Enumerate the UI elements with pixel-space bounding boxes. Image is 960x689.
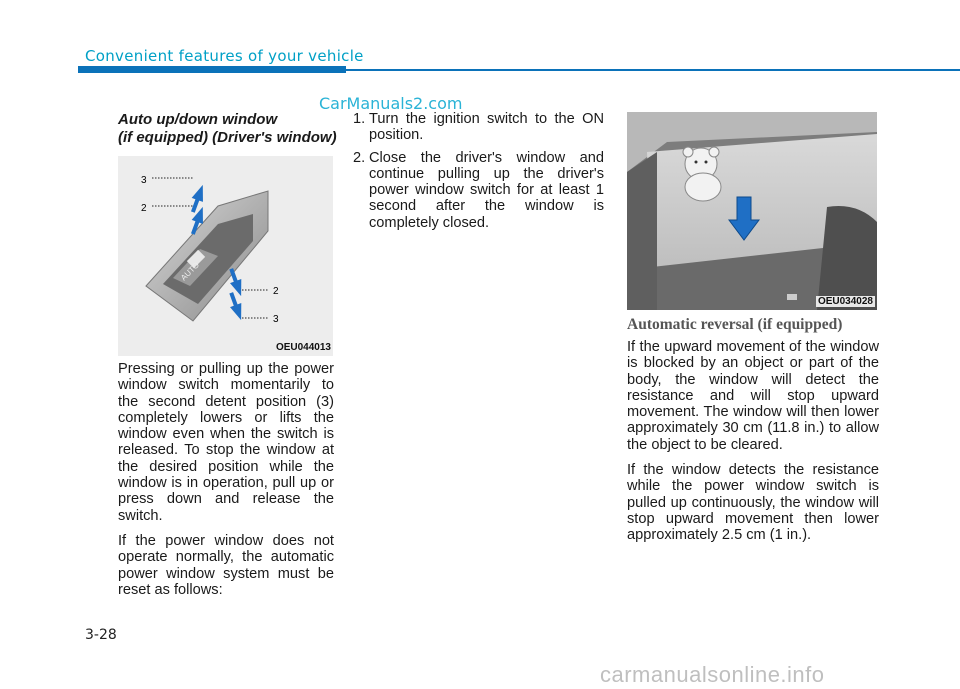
figure-code-right: OEU034028 (817, 296, 873, 307)
watermark-bottom: carmanualsonline.info (600, 662, 825, 687)
right-body (627, 339, 879, 553)
label-up-3: 3 (141, 175, 147, 186)
left-paragraph-1: Pressing or pulling up the power window switch momentarily to the second detent position (3) completely lowers or lifts the window even when the switch is released. To stop the window at the desired position while the window is in operation, pull up or press down and release the switch. (118, 361, 334, 524)
window-switch-figure (118, 156, 333, 356)
reset-steps-list (353, 111, 604, 237)
label-down-2: 2 (273, 286, 279, 297)
label-down-3: 3 (273, 314, 279, 325)
section-header-title: Convenient features of your vehicle (85, 47, 364, 65)
arrow-up-3-icon (187, 183, 208, 214)
list-item (353, 111, 604, 144)
section-title-line2: (if equipped) (Driver's window) (118, 129, 337, 146)
car-window-illustration (627, 112, 877, 310)
arrow-down-3-icon (226, 291, 247, 322)
watermark-top: CarManuals2.com (319, 94, 463, 113)
right-paragraph-2: If the window detects the resistance while the power window switch is pulled up continuously, the window will stop upward movement then lower approximately 2.5 cm (1 in.). (627, 462, 879, 544)
section-title (118, 111, 348, 147)
window-reversal-figure (627, 112, 877, 310)
step-text: Turn the ignition switch to the ON position. (369, 111, 604, 144)
subsection-title: Automatic reversal (if equipped) (627, 316, 843, 333)
label-up-2: 2 (141, 203, 147, 214)
left-body (118, 361, 334, 607)
step-number: 1. (353, 111, 366, 127)
step-number: 2. (353, 149, 366, 166)
figure-code-left: OEU044013 (275, 342, 331, 353)
page-number: 3-28 (85, 627, 117, 643)
window-switch-illustration (118, 156, 333, 356)
list-item (353, 150, 604, 231)
header-bar (78, 66, 346, 73)
left-paragraph-2: If the power window does not operate normally, the automatic power window system must be reset as follows: (118, 532, 334, 598)
right-paragraph-1: If the upward movement of the window is blocked by an object or part of the body, the window will detect the resistance and will stop upward movement. The window will then lower approximately 30 cm (11.8 in.) to allow the object to be cleared. (627, 339, 879, 453)
auto-label: AUTO (179, 260, 202, 283)
section-title-line1: Auto up/down window (118, 111, 278, 128)
header-rule (346, 69, 960, 71)
step-text: Close the driver's window and continue pulling up the driver's power window switch for at least 1 second after the window is completely closed. (369, 149, 604, 231)
